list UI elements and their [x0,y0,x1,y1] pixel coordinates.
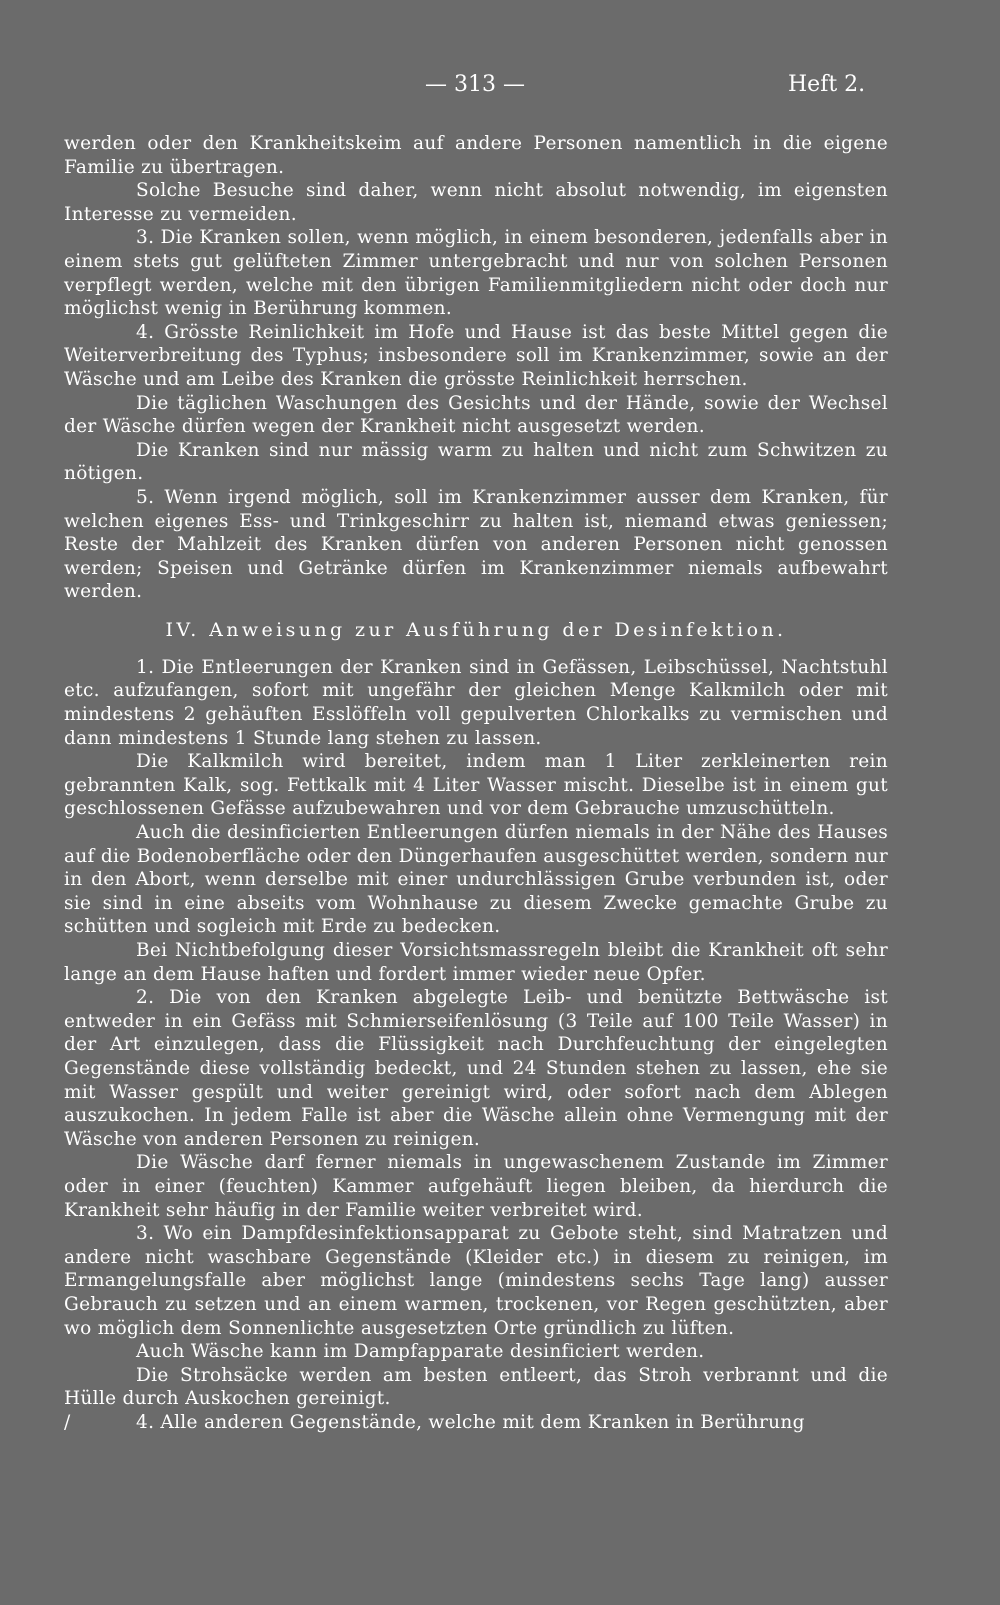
paragraph: Bei Nichtbefolgung dieser Vorsichtsmassregeln bleibt die Krankheit oft sehr lange an dem Hause haften und fordert immer wieder neue Opfer. [64,940,888,985]
paragraph: Auch Wäsche kann im Dampfapparate desinficiert werden. [136,1341,705,1363]
page-header [0,70,1000,100]
paragraph: Die täglichen Waschungen des Gesichts und der Hände, sowie der Wechsel der Wäsche dürfen wegen der Krankheit nicht ausgesetzt werden. [64,392,888,438]
paragraph: werden oder den Krankheitskeim auf andere Personen namentlich in die eigene Familie zu übertragen. [64,133,888,178]
paragraph: 4. Grösste Reinlichkeit im Hofe und Hause ist das beste Mittel gegen die Weiterverbreitung des Typhus; insbesondere soll im Krankenzimmer, sowie an der Wäsche und am Leibe des Kranken die grösste Reinlichkeit herrschen. [64,321,888,390]
paragraph: Die Kranken sind nur mässig warm zu halten und nicht zum Schwitzen zu nötigen. [64,439,888,485]
paragraph: 3. Die Kranken sollen, wenn möglich, in einem besonderen, jedenfalls aber in einem stets gut gelüfteten Zimmer untergebracht und nur von solchen Personen verpflegt werden, welche mit den übrigen Familienmitgliedern nicht oder doch nur möglichst wenig in Berührung kommen. [64,227,888,320]
issue-label: Heft 2. [788,72,866,97]
paragraph: 4. Alle anderen Gegenstände, welche mit dem Kranken in Berührung [136,1411,805,1433]
paragraph: Auch die desinficierten Entleerungen dürfen niemals in der Nähe des Hauses auf die Bodenoberfläche oder den Düngerhaufen ausgeschüttet werden, sondern nur in den Abort, wenn derselbe mit einer undurchlässigen Grube verbunden ist, oder sie sind in eine abseits vom Wohnhause zu diesem Zwecke gemachte Grube zu schütten und sogleich mit Erde zu bedecken. [64,822,888,938]
paragraph: 5. Wenn irgend möglich, soll im Krankenzimmer ausser dem Kranken, für welchen eigenes Ess- und Trinkgeschirr zu halten ist, niemand etwas geniessen; Reste der Mahlzeit des Kranken dürfen von anderen Personen nicht genossen werden; Speisen und Getränke dürfen im Krankenzimmer niemals aufbewahrt werden. [64,486,888,603]
paragraph: 3. Wo ein Dampfdesinfektionsapparat zu Gebote steht, sind Matratzen und andere nicht waschbare Gegenstände (Kleider etc.) in diesem zu reinigen, im Ermangelungsfalle aber möglichst lange (mindestens sechs Tage lang) ausser Gebrauch zu setzen und an einem warmen, trockenen, vor Regen geschützten, aber wo möglich dem Sonnenlichte ausgesetzten Orte gründlich zu lüften. [64,1223,888,1339]
body-text [64,132,888,1434]
paragraph: 1. Die Entleerungen der Kranken sind in Gefässen, Leibschüssel, Nachtstuhl etc. aufzufangen, sofort mit ungefähr der gleichen Menge Kalkmilch oder mit mindestens 2 gehäuften Esslöffeln voll gepulverten Chlorkalks zu vermischen und dann mindestens 1 Stunde lang stehen zu lassen. [64,656,888,749]
paragraph: Die Wäsche darf ferner niemals in ungewaschenem Zustande im Zimmer oder in einer (feuchten) Kammer aufgehäuft liegen bleiben, da hierdurch die Krankheit sehr häufig in der Familie weiter verbreitet wird. [64,1152,888,1221]
margin-mark: / [64,1411,71,1433]
section-heading: IV. Anweisung zur Ausführung der Desinfektion. [165,618,787,641]
last-line [64,1411,888,1435]
paragraph: Die Strohsäcke werden am besten entleert, das Stroh verbrannt und die Hülle durch Auskochen gereinigt. [64,1364,888,1410]
paragraph: Solche Besuche sind daher, wenn nicht absolut notwendig, im eigensten Interesse zu vermeiden. [64,180,888,225]
paragraph: Die Kalkmilch wird bereitet, indem man 1 Liter zerkleinerten rein gebrannten Kalk, sog. Fettkalk mit 4 Liter Wasser mischt. Dieselbe ist in einem gut geschlossenen Gefässe aufzubewahren und vor dem Gebrauche umzuschütteln. [64,751,888,820]
page-number: — 313 — [425,72,525,97]
paragraph: 2. Die von den Kranken abgelegte Leib- und benützte Bettwäsche ist entweder in ein Gefäss mit Schmierseifenlösung (3 Teile auf 100 Teile Wasser) in der Art einzulegen, dass die Flüssigkeit nach Durchfeuchtung der eingelegten Gegenstände diese vollständig bedeckt, und 24 Stunden stehen zu lassen, ehe sie mit Wasser gespült und weiter gereinigt wird, oder sofort nach dem Ablegen auszukochen. In jedem Falle ist aber die Wäsche allein ohne Vermengung mit der Wäsche von anderen Personen zu reinigen. [64,987,888,1150]
